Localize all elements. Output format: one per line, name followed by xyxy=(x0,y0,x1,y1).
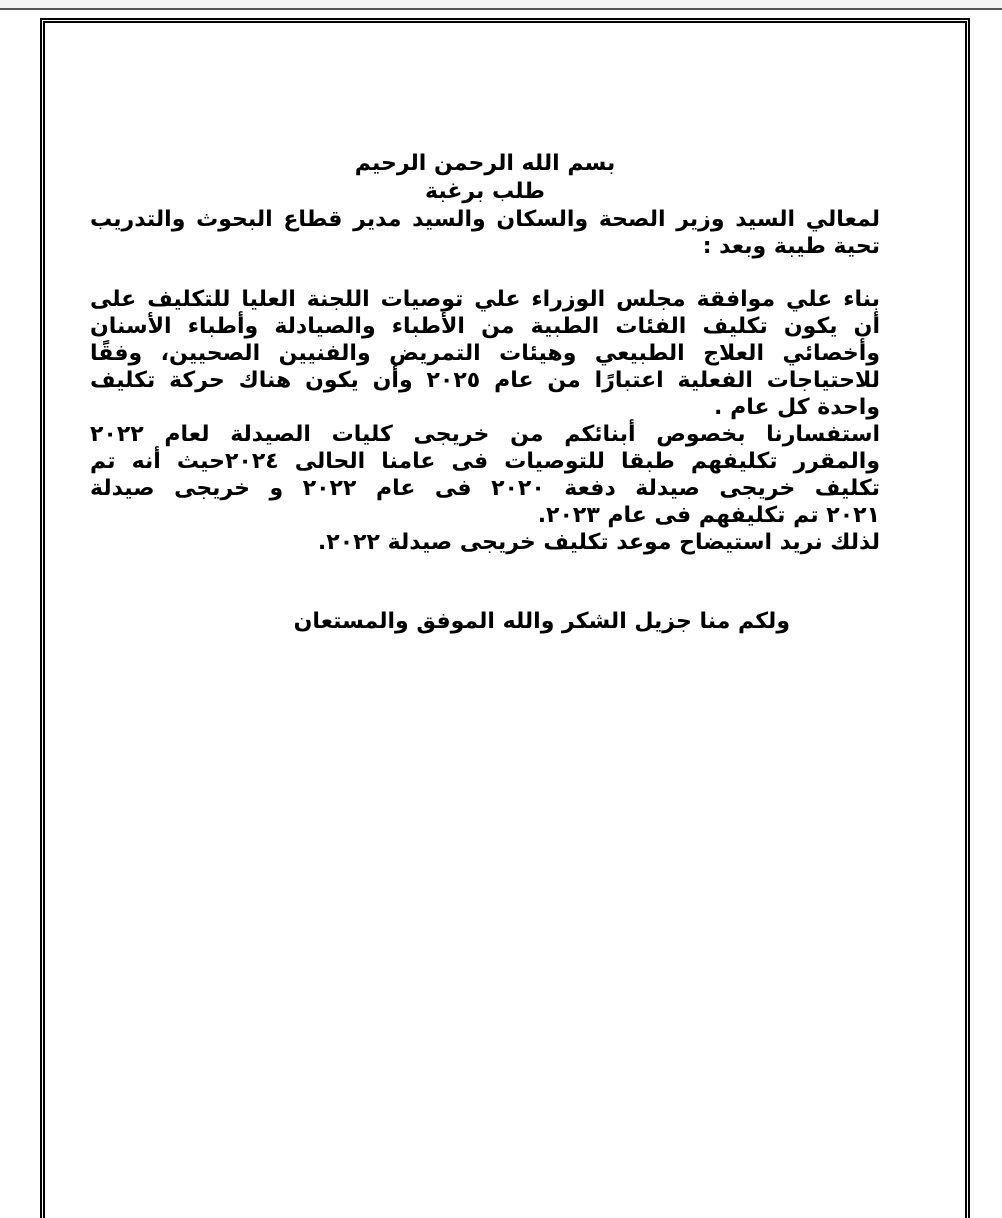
spacer xyxy=(90,260,880,286)
paragraph-line: بناء علي موافقة مجلس الوزراء علي توصيات اللجنة العليا للتكليف على xyxy=(90,287,880,312)
addressee: لمعالي السيد وزير الصحة والسكان والسيد مدير قطاع البحوث والتدريب xyxy=(90,207,880,232)
paragraph-line: واحدة كل عام . xyxy=(714,395,880,420)
paragraph-line: أن يكون تكليف الفئات الطبية من الأطباء والصيادلة وأطباء الأسنان xyxy=(90,314,880,339)
greeting: تحية طيبة وبعد : xyxy=(702,234,880,259)
top-rule xyxy=(0,8,1002,10)
paragraph-decision xyxy=(90,286,880,421)
closing-line: ولكم منا جزيل الشكر والله الموفق والمستعان xyxy=(293,609,790,634)
letter-subject: طلب برغبة xyxy=(425,179,545,204)
paragraph-line: تكليف خريجى صيدلة دفعة ٢٠٢٠ فى عام ٢٠٢٢ و خريجى صيدلة xyxy=(90,476,880,501)
page-top-edge xyxy=(0,0,1002,8)
paragraph-line: للاحتياجات الفعلية اعتبارًا من عام ٢٠٢٥ وأن يكون هناك حركة تكليف xyxy=(90,368,880,393)
paragraph-inquiry xyxy=(90,421,880,529)
letter-body xyxy=(90,150,880,635)
paragraph-line: وأخصائي العلاج الطبيعي وهيئات التمريض والفنيين الصحيين، وفقًا xyxy=(90,341,880,366)
spacer xyxy=(90,556,880,582)
paragraph-line: استفسارنا بخصوص أبنائكم من خريجى كليات الصيدلة لعام ٢٠٢٢ xyxy=(90,422,880,447)
spacer xyxy=(90,582,880,608)
paragraph-line: والمقرر تكليفهم طبقا للتوصيات فى عامنا الحالى ٢٠٢٤حيث أنه تم xyxy=(90,449,880,474)
paragraph-request: لذلك نريد استيضاح موعد تكليف خريجى صيدلة ٢٠٢٢. xyxy=(317,530,880,555)
basmala: بسم الله الرحمن الرحيم xyxy=(354,151,616,176)
paragraph-line: ٢٠٢١ تم تكليفهم فى عام ٢٠٢٣. xyxy=(537,503,880,528)
